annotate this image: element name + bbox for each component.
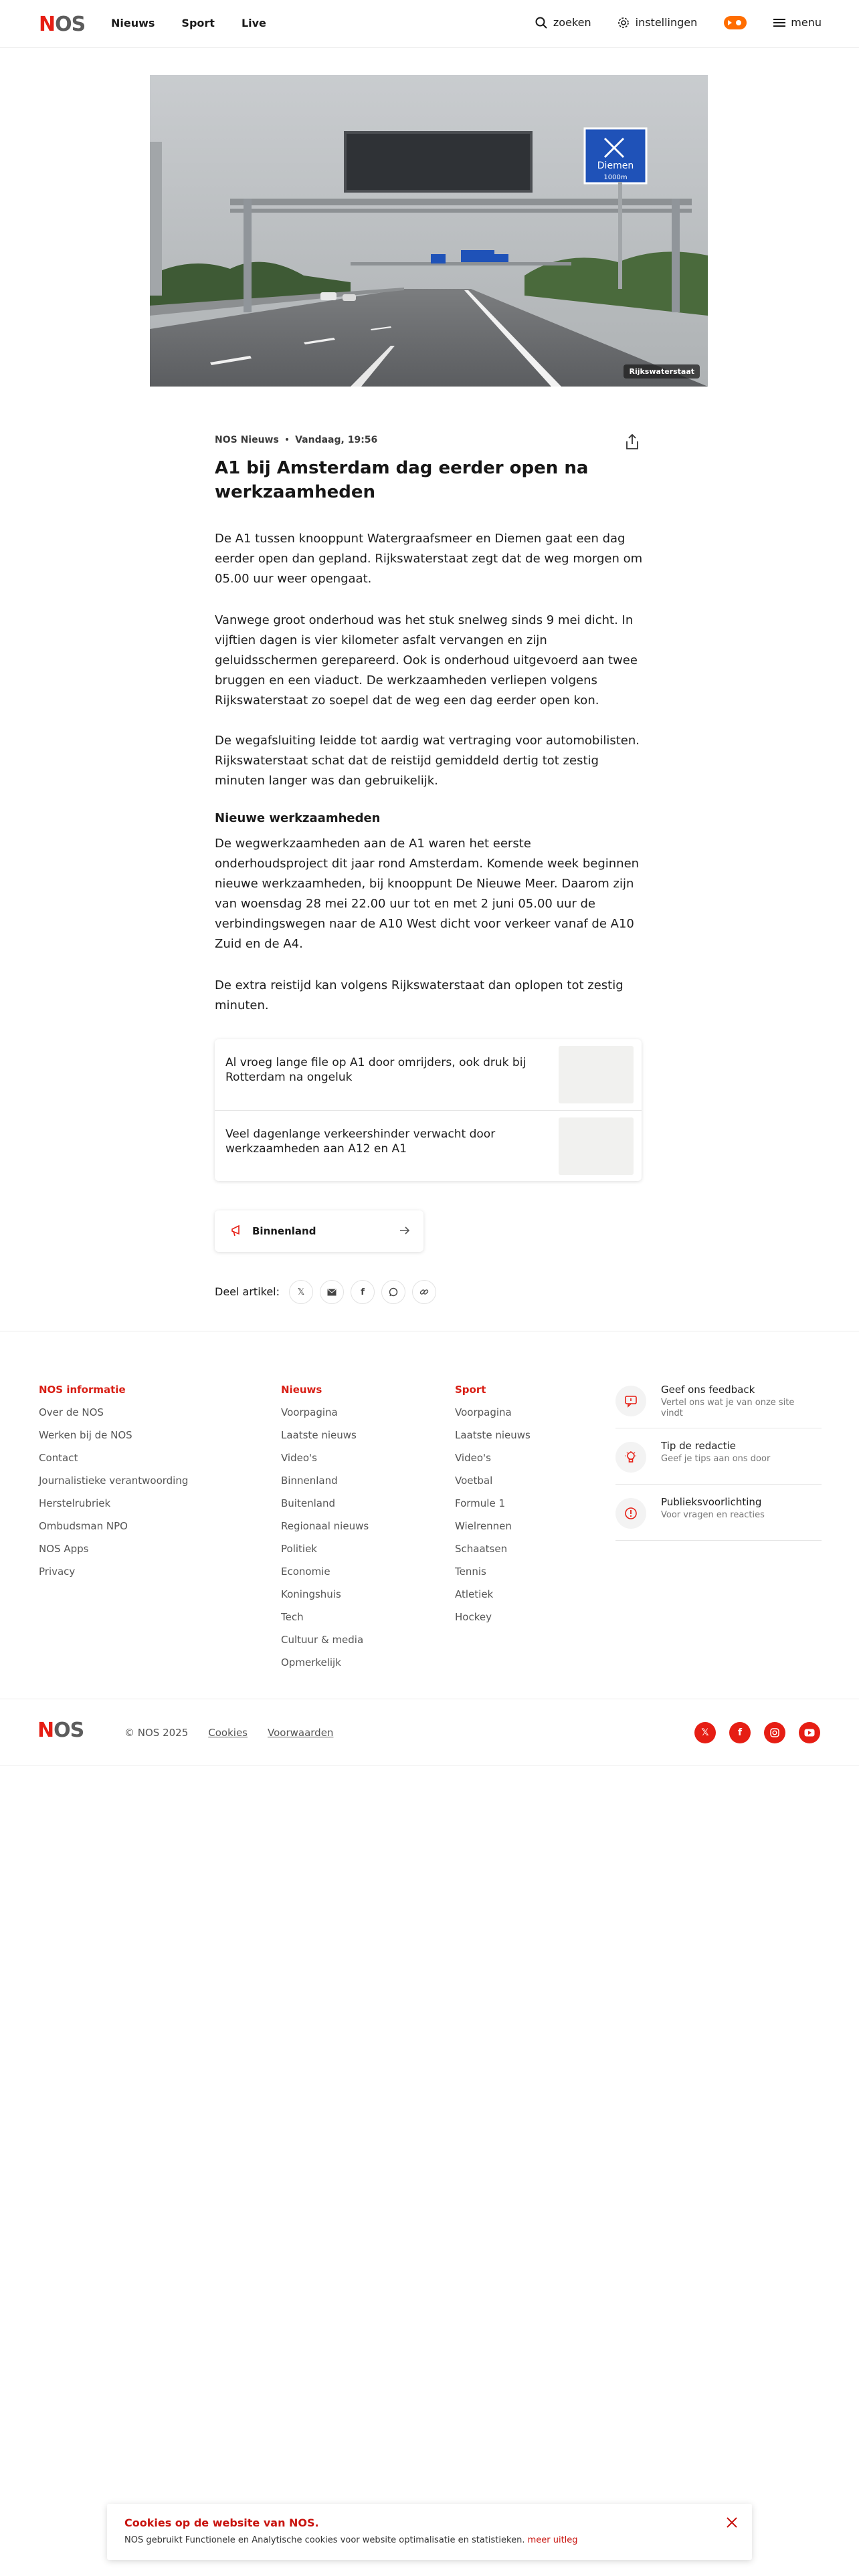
x-social-link[interactable] [694, 1722, 716, 1743]
speech-bubble-icon [624, 1394, 638, 1408]
copyright: © NOS 2025 [124, 1727, 189, 1739]
footer-link[interactable]: Atletiek [455, 1588, 494, 1600]
search-button[interactable] [535, 14, 591, 31]
article-paragraph: De wegwerkzaamheden aan de A1 waren het eerste onderhoudsproject dit jaar rond Amsterdam. Komende week beginnen nieuwe werkzaamheden, bij knooppunt De Nieuwe Meer. Daarom zijn van woensdag 28 mei 22.00 uur tot en met 2 juni 05.00 uur de verbindingswegen naar de A10 West dicht voor verkeer vanaf de A10 Zuid en de A4. [215, 837, 640, 951]
related-articles [215, 1039, 642, 1181]
sign-distance: 1000m [603, 174, 628, 181]
related-article-thumbnail [559, 1046, 634, 1103]
footer-link[interactable]: Cultuur & media [281, 1634, 364, 1646]
footer-link[interactable]: Binnenland [281, 1475, 338, 1487]
highway-photo [150, 75, 708, 387]
footer-link[interactable]: Contact [39, 1452, 78, 1464]
social-links [694, 1722, 820, 1743]
feedback-subtitle: Vertel ons wat je van onze site vindt [661, 1398, 795, 1418]
article-time: Vandaag, 19:56 [295, 435, 378, 445]
share-icon[interactable] [624, 433, 640, 451]
footer-link[interactable]: Herstelrubriek [39, 1497, 111, 1509]
footer-link[interactable]: Werken bij de NOS [39, 1429, 132, 1441]
related-article[interactable] [215, 1110, 642, 1181]
footer-column-nos-informatie [39, 1383, 188, 1588]
category-tag-label: Binnenland [252, 1225, 316, 1237]
footer-link[interactable]: Voetbal [455, 1475, 493, 1487]
site-header [0, 0, 859, 48]
footer-nos-logo[interactable]: NOS [37, 1719, 84, 1742]
footer-link[interactable]: Tennis [455, 1566, 486, 1578]
hamburger-icon [773, 17, 785, 28]
link-icon [419, 1287, 429, 1297]
arrow-right-icon [398, 1224, 411, 1237]
footer-legal [124, 1726, 333, 1739]
photo-credit: Rijkswaterstaat [624, 364, 700, 379]
footer-link[interactable]: Ombudsman NPO [39, 1520, 128, 1532]
footer-link[interactable]: Privacy [39, 1566, 76, 1578]
sign-text: Diemen [597, 160, 634, 171]
tip-icon-circle [615, 1442, 646, 1473]
info-subtitle: Voor vragen en reacties [661, 1510, 765, 1520]
npo-logo[interactable] [723, 14, 748, 31]
whatsapp-icon [389, 1287, 398, 1297]
lightbulb-icon [624, 1451, 638, 1464]
facebook-icon: f [361, 1287, 365, 1297]
info-icon [624, 1507, 638, 1520]
article-paragraph: De extra reistijd kan volgens Rijkswaterstaat dan oplopen tot zestig minuten. [215, 978, 624, 1012]
x-icon: 𝕏 [701, 1727, 709, 1738]
tip-title: Tip de redactie [661, 1440, 736, 1452]
npo-icon [723, 14, 748, 31]
header-actions [535, 14, 822, 31]
related-article-title: Al vroeg lange file op A1 door omrijders, ook druk bij Rotterdam na ongeluk [225, 1056, 527, 1084]
footer-link[interactable]: Over de NOS [39, 1406, 104, 1418]
footer-link[interactable]: Regionaal nieuws [281, 1520, 369, 1532]
share-label: Deel artikel: [215, 1285, 280, 1298]
youtube-social-link[interactable] [799, 1722, 820, 1743]
tip-redactie-link[interactable] [615, 1438, 822, 1485]
footer-link[interactable]: Formule 1 [455, 1497, 505, 1509]
nos-logo[interactable]: NOS [39, 13, 86, 36]
settings-button[interactable] [617, 14, 698, 31]
info-title: Publieksvoorlichting [661, 1496, 762, 1508]
cookie-banner [107, 2504, 752, 2560]
tip-subtitle: Geef je tips aan ons door [661, 1454, 771, 1464]
footer-link[interactable]: Laatste nieuws [455, 1429, 531, 1441]
footer-link[interactable]: Laatste nieuws [281, 1429, 357, 1441]
footer-link[interactable]: Opmerkelijk [281, 1656, 341, 1669]
footer-link[interactable]: NOS Apps [39, 1543, 89, 1555]
footer-link[interactable]: Buitenland [281, 1497, 335, 1509]
gear-icon [617, 16, 630, 29]
article-title: A1 bij Amsterdam dag eerder open na werkzaamheden [215, 458, 589, 502]
nav-item-live[interactable]: Live [241, 17, 266, 29]
footer-link[interactable]: Video's [281, 1452, 317, 1464]
main-nav [111, 16, 266, 31]
cookie-banner-body: NOS gebruikt Functionele en Analytische cookies voor website optimalisatie en statistieken. [124, 2535, 525, 2545]
megaphone-icon [229, 1223, 244, 1238]
hero-image [150, 75, 708, 387]
cookie-more-link[interactable]: meer uitleg [527, 2535, 578, 2545]
mail-icon [327, 1289, 337, 1296]
footer-link[interactable]: Schaatsen [455, 1543, 508, 1555]
search-label: zoeken [553, 16, 591, 29]
article-subheading: Nieuwe werkzaamheden [215, 811, 381, 825]
voorwaarden-link[interactable]: Voorwaarden [268, 1727, 334, 1739]
search-icon [535, 16, 548, 29]
menu-label: menu [791, 16, 822, 29]
info-icon-circle [615, 1498, 646, 1529]
related-article[interactable] [215, 1039, 642, 1110]
footer-link[interactable]: Politiek [281, 1543, 317, 1555]
footer-column-title: Sport [455, 1384, 486, 1396]
related-article-title: Veel dagenlange verkeershinder verwacht door werkzaamheden aan A12 en A1 [225, 1128, 496, 1156]
share-whatsapp-button[interactable] [381, 1280, 405, 1304]
footer-link[interactable]: Hockey [455, 1611, 492, 1623]
close-icon[interactable] [724, 2514, 740, 2531]
footer-column-nieuws [281, 1383, 369, 1679]
share-link-button[interactable] [412, 1280, 436, 1304]
share-mail-button[interactable] [320, 1280, 344, 1304]
nav-item-sport[interactable]: Sport [181, 17, 215, 29]
share-facebook-button[interactable] [351, 1280, 375, 1304]
footer-link[interactable]: Voorpagina [281, 1406, 338, 1418]
meta-separator: • [284, 435, 290, 445]
footer-column-title: NOS informatie [39, 1384, 126, 1396]
category-tag-binnenland[interactable] [215, 1210, 423, 1252]
article-paragraph: Vanwege groot onderhoud was het stuk snelweg sinds 9 mei dicht. In vijftien dagen is vier kilometer asfalt vervangen en zijn geluidsschermen gerepareerd. Ook is onderhoud uitgevoerd aan twee bruggen en een viaduct. De werkzaamheden verliepen volgens Rijkswaterstaat zo soepel dat de weg een dag eerder open kon. [215, 613, 638, 708]
feedback-link[interactable] [615, 1382, 822, 1428]
instagram-icon [770, 1728, 779, 1737]
feedback-title: Geef ons feedback [661, 1384, 755, 1396]
footer-link[interactable]: Video's [455, 1452, 491, 1464]
article-paragraph: De wegafsluiting leidde tot aardig wat vertraging voor automobilisten. Rijkswaterstaat schat dat de reistijd gemiddeld dertig tot zestig minuten langer was dan gebruikelijk. [215, 734, 640, 788]
instagram-social-link[interactable] [764, 1722, 785, 1743]
footer-link[interactable]: Tech [281, 1611, 304, 1623]
footer-link[interactable]: Voorpagina [455, 1406, 512, 1418]
footer-link[interactable]: Wielrennen [455, 1520, 512, 1532]
footer-column-sport [455, 1383, 531, 1633]
menu-button[interactable] [773, 14, 822, 31]
facebook-social-link[interactable] [729, 1722, 751, 1743]
nav-item-nieuws[interactable]: Nieuws [111, 17, 155, 29]
share-x-button[interactable] [289, 1280, 313, 1304]
footer-link[interactable]: Koningshuis [281, 1588, 341, 1600]
footer-column-title: Nieuws [281, 1384, 322, 1396]
article-paragraph: De A1 tussen knooppunt Watergraafsmeer en Diemen gaat een dag eerder open dan gepland. Rijkswaterstaat zegt dat de weg morgen om 05.00 uur weer opengaat. [215, 532, 643, 586]
feedback-icon-circle [615, 1386, 646, 1416]
cookie-banner-text [124, 2535, 578, 2547]
article-meta [215, 435, 377, 445]
cookie-banner-title: Cookies op de website van NOS. [124, 2516, 319, 2529]
x-icon: 𝕏 [297, 1287, 305, 1297]
cookies-link[interactable]: Cookies [208, 1727, 248, 1739]
youtube-icon [804, 1729, 815, 1737]
publieksvoorlichting-link[interactable] [615, 1494, 822, 1541]
facebook-icon: f [737, 1727, 743, 1738]
article-source[interactable]: NOS Nieuws [215, 435, 279, 445]
footer-link[interactable]: Journalistieke verantwoording [39, 1475, 189, 1487]
share-article [215, 1280, 436, 1304]
footer-bottom [0, 1699, 859, 1765]
footer-link[interactable]: Economie [281, 1566, 330, 1578]
settings-label: instellingen [635, 16, 698, 29]
related-article-thumbnail [559, 1117, 634, 1175]
